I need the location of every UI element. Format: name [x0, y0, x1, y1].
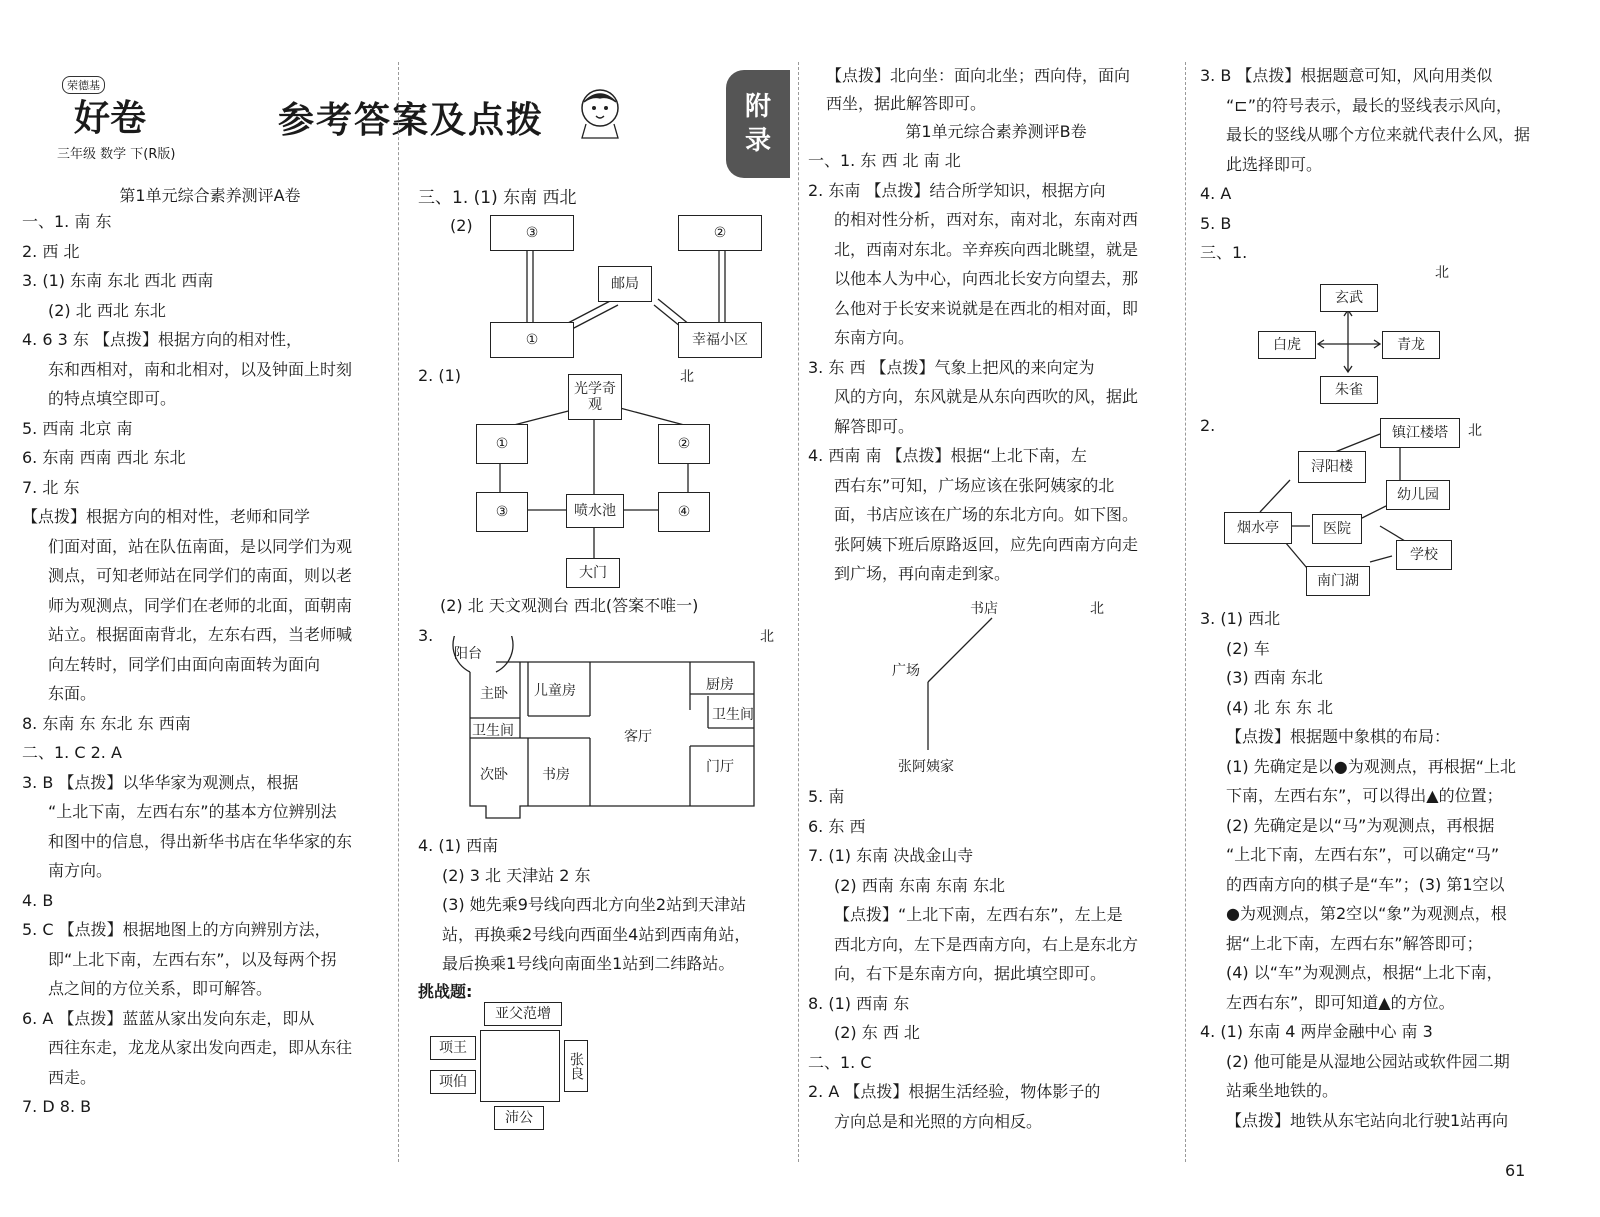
room-label: 书房 [542, 767, 570, 783]
text-line: 点之间的方位关系，即可解答。 [48, 979, 273, 998]
text-line: 一、1. 东 西 北 南 北 [808, 151, 961, 170]
text-line: 二、1. C [808, 1052, 872, 1072]
room-label: 次卧 [480, 767, 508, 783]
text-line: 4. 6 3 东 【点拨】根据方向的相对性， [22, 330, 302, 349]
appendix-tab [726, 70, 790, 178]
text-line: 6. 东南 西南 西北 东北 [22, 448, 186, 467]
text-line: (3) 西南 东北 [1226, 668, 1323, 687]
q3-2-2-answer: (2) 北 天文观测台 西北(答案不唯一) [440, 596, 699, 615]
room-label: 厨房 [706, 677, 734, 693]
text-line: (2) 北 西北 东北 [48, 300, 166, 320]
text-line: 方向总是和光照的方向相反。 [834, 1111, 1043, 1131]
text-line: 解答即可。 [834, 416, 915, 436]
map-node: 幼儿园 [1386, 480, 1450, 510]
diagram-1-node: 幸福小区 [678, 322, 762, 358]
text-line: 7. 北 东 [22, 477, 80, 497]
col3-top-line: 【点拨】北向坐：面向北坐；西向侍，面向 [826, 66, 1131, 85]
text-line: 一、1. 南 东 [22, 212, 112, 231]
text-line: 的西南方向的棋子是“车”；(3) 第1空以 [1226, 874, 1505, 894]
page-number: 61 [1505, 1161, 1526, 1180]
text-line: 东和西相对，南和北相对，以及钟面上时刻 [48, 359, 353, 379]
text-line: “上北下南，左西右东”的基本方位辨别法 [48, 802, 337, 821]
text-line: 3. (1) 东南 东北 西北 西南 [22, 271, 214, 290]
diagram-2-node: 喷水池 [566, 494, 624, 528]
text-line: 的相对性分析，西对东，南对北，东南对西 [834, 210, 1139, 229]
diagram-1-node: 邮局 [598, 266, 652, 302]
text-line: 师为观测点，同学们在老师的北面，面朝南 [48, 595, 353, 615]
direction-node: 白虎 [1258, 331, 1316, 359]
seat-label: 亚父范增 [484, 1002, 562, 1026]
direction-node: 朱雀 [1320, 376, 1378, 404]
text-line: 4. (1) 西南 [418, 836, 499, 855]
text-line: 站立。根据面南背北，左东右西，当老师喊 [48, 625, 353, 644]
north-marker: 北 [1090, 601, 1104, 617]
text-line: 4. B [22, 890, 54, 910]
text-line: 二、1. C 2. A [22, 743, 122, 762]
text-line: 北，西南对东北。辛弃疾向西北眺望，就是 [834, 239, 1139, 259]
route-map-lines [900, 600, 1020, 760]
room-label: 卫生间 [472, 723, 514, 739]
tab-char-2: 录 [744, 126, 771, 156]
room-label: 卫生间 [712, 707, 754, 723]
diagram-2-node: 大门 [566, 558, 620, 588]
text-line: 此选择即可。 [1226, 154, 1323, 174]
text-line: 6. A 【点拨】蓝蓝从家出发向东走，即从 [22, 1008, 315, 1028]
text-line: 站乘坐地铁的。 [1226, 1081, 1339, 1100]
column-divider [798, 62, 799, 1162]
text-line: 6. 东 西 [808, 816, 866, 836]
text-line: 以他本人为中心，向西北长安方向望去，那 [834, 269, 1139, 288]
text-line: 风的方向，东风就是从东向西吹的风，据此 [834, 387, 1139, 406]
map-label-square: 广场 [892, 663, 920, 679]
direction-node: 玄武 [1320, 284, 1378, 312]
seat-label: 张良 [564, 1040, 588, 1092]
text-line: 们面对面，站在队伍南面，是以同学们为观 [48, 536, 353, 556]
map-label-bookstore: 书店 [970, 601, 998, 617]
seat-label: 项伯 [430, 1070, 476, 1094]
text-line: 5. 西南 北京 南 [22, 418, 133, 438]
text-line: 【点拨】“上北下南，左西右东”，左上是 [834, 905, 1123, 924]
text-line: 【点拨】地铁从东宅站向北行驶1站再向 [1226, 1110, 1509, 1130]
text-line: (4) 以“车”为观测点，根据“上北下南， [1226, 963, 1503, 982]
section-heading-b: 第1单元综合素养测评B卷 [905, 122, 1087, 141]
text-line: “上北下南，左西右东”，可以确定“马” [1226, 845, 1500, 864]
north-marker: 北 [1435, 265, 1449, 281]
north-marker: 北 [760, 629, 774, 645]
text-line: 5. C 【点拨】根据地图上的方向辨别方法， [22, 920, 331, 939]
north-marker: 北 [1468, 423, 1482, 439]
page-title: 参考答案及点拨 [278, 100, 545, 141]
text-line: 左西右东”，即可知道▲的方位。 [1226, 992, 1455, 1012]
text-line: (3) 她先乘9号线向西北方向坐2站到天津站 [442, 895, 747, 914]
diagram-2-node: 光学奇观 [568, 374, 622, 420]
text-line: 据“上北下南，左西右东”解答即可； [1226, 933, 1483, 953]
room-label: 儿童房 [534, 683, 576, 699]
text-line: 【点拨】根据题中象棋的布局： [1226, 727, 1451, 746]
tab-char-1: 附 [744, 92, 771, 122]
q3-2-label: 2. [1200, 416, 1216, 435]
text-line: 2. 东南 【点拨】结合所学知识，根据方向 [808, 180, 1106, 200]
room-label: 门厅 [706, 759, 734, 775]
diagram-1-node: ① [490, 322, 574, 358]
diagram-1-node: ② [678, 215, 762, 251]
map-node: 南门湖 [1306, 566, 1370, 596]
map-node: 医院 [1312, 514, 1362, 544]
text-line: 到广场，再向南走到家。 [834, 564, 1011, 583]
text-line: 和图中的信息，得出新华书店在华华家的东 [48, 831, 353, 851]
north-marker: 北 [680, 369, 694, 385]
q3-1-answer: 三、1. (1) 东南 西北 [418, 188, 577, 208]
text-line: 最后换乘1号线向南面坐1站到二纬路站。 [442, 954, 735, 973]
brand-name: 荣德基 [62, 76, 105, 94]
text-line: 4. 西南 南 【点拨】根据“上北下南，左 [808, 446, 1087, 465]
text-line: 2. 西 北 [22, 241, 80, 261]
text-line: 西走。 [48, 1067, 97, 1087]
table-box [480, 1030, 560, 1102]
map-node: 学校 [1396, 540, 1452, 570]
room-label: 主卧 [480, 686, 508, 702]
column-divider [398, 62, 399, 1162]
text-line: ●为观测点，第2空以“象”为观测点，根 [1226, 904, 1507, 923]
text-line: (2) 车 [1226, 638, 1270, 658]
text-line: (2) 西南 东南 东南 东北 [834, 875, 1006, 895]
text-line: 8. (1) 西南 东 [808, 993, 910, 1013]
seat-label: 沛公 [494, 1106, 544, 1130]
cartoon-mascot-icon [572, 84, 628, 140]
text-line: 最长的竖线从哪个方位来就代表什么风，据 [1226, 125, 1531, 144]
text-line: “⊏”的符号表示，最长的竖线表示风向， [1226, 95, 1512, 115]
text-line: 东南方向。 [834, 328, 915, 347]
text-line: 3. B 【点拨】以华华家为观测点，根据 [22, 772, 299, 792]
diagram-2-node: ② [658, 424, 710, 464]
text-line: (4) 北 东 东 北 [1226, 697, 1334, 717]
challenge-heading: 挑战题: [418, 982, 473, 1001]
text-line: 南方向。 [48, 861, 113, 880]
text-line: 西北方向，左下是西南方向，右上是东北方 [834, 934, 1139, 954]
text-line: 3. (1) 西北 [1200, 609, 1281, 628]
text-line: 向左转时，同学们由面向南面转为面向 [48, 654, 321, 674]
text-line: 张阿姨下班后原路返回，应先向西南方向走 [834, 534, 1139, 554]
text-line: 8. 东南 东 东北 东 西南 [22, 713, 191, 733]
text-line: 3. B 【点拨】根据题意可知，风向用类似 [1200, 66, 1493, 85]
text-line: (2) 先确定是以“马”为观测点，再根据 [1226, 815, 1495, 835]
direction-node: 青龙 [1382, 331, 1440, 359]
column-divider [1185, 62, 1186, 1162]
text-line: 三、1. [1200, 243, 1248, 262]
text-line: 东面。 [48, 684, 97, 703]
text-line: (2) 3 北 天津站 2 东 [442, 865, 591, 885]
text-line: 2. A 【点拨】根据生活经验，物体影子的 [808, 1082, 1101, 1101]
room-label: 阳台 [454, 646, 482, 662]
text-line: 【点拨】根据方向的相对性，老师和同学 [22, 507, 311, 526]
text-line: 下南，左西右东”，可以得出▲的位置； [1226, 786, 1503, 805]
text-line: 7. (1) 东南 决战金山寺 [808, 846, 974, 865]
seat-label: 项王 [430, 1036, 476, 1060]
grade-label: 三年级 数学 下(R版) [57, 147, 176, 162]
text-line: 4. (1) 东南 4 两岸金融中心 南 3 [1200, 1022, 1433, 1041]
diagram-2-node: ① [476, 424, 528, 464]
text-line: 站，再换乘2号线向西面坐4站到西南角站， [442, 924, 751, 944]
q3-3-label: 3. [418, 626, 434, 645]
text-line: (1) 先确定是以●为观测点，再根据“上北 [1226, 756, 1517, 776]
q3-2-1-label: 2. (1) [418, 366, 462, 385]
text-line: 面，书店应该在广场的东北方向。如下图。 [834, 505, 1139, 524]
diagram-2-node: ③ [476, 492, 528, 532]
text-line: 向，右下是东南方向，据此填空即可。 [834, 964, 1107, 983]
map-label-home: 张阿姨家 [898, 759, 954, 775]
text-line: 即“上北下南，左西右东”，以及每两个拐 [48, 949, 337, 969]
text-line: 5. B [1200, 213, 1232, 233]
brand-logo [60, 76, 200, 152]
text-line: 3. 东 西 【点拨】气象上把风的来向定为 [808, 357, 1095, 377]
text-line: 么他对于长安来说就是在西北的相对面，即 [834, 298, 1139, 318]
text-line: 的特点填空即可。 [48, 389, 177, 408]
section-heading-a: 第1单元综合素养测评A卷 [119, 186, 301, 205]
text-line: 测点，可知老师站在同学们的南面，则以老 [48, 566, 353, 585]
diagram-1-node: ③ [490, 215, 574, 251]
room-label: 客厅 [624, 729, 652, 745]
col3-top-line: 西坐，据此解答即可。 [826, 94, 987, 113]
logo-text: 好卷 [74, 97, 147, 139]
text-line: (2) 东 西 北 [834, 1023, 920, 1042]
diagram-2-node: ④ [658, 492, 710, 532]
text-line: 4. A [1200, 184, 1232, 203]
text-line: 西往东走，龙龙从家出发向西走，即从东往 [48, 1038, 353, 1057]
text-line: 5. 南 [808, 787, 845, 806]
map-node: 烟水亭 [1224, 512, 1292, 544]
map-node: 浔阳楼 [1298, 451, 1366, 483]
text-line: 7. D 8. B [22, 1097, 92, 1116]
map-node: 镇江楼塔 [1380, 418, 1460, 448]
q3-1-2-label: (2) [450, 216, 473, 235]
text-line: (2) 他可能是从湿地公园站或软件园二期 [1226, 1051, 1510, 1071]
text-line: 西右东”可知，广场应该在张阿姨家的北 [834, 475, 1115, 495]
